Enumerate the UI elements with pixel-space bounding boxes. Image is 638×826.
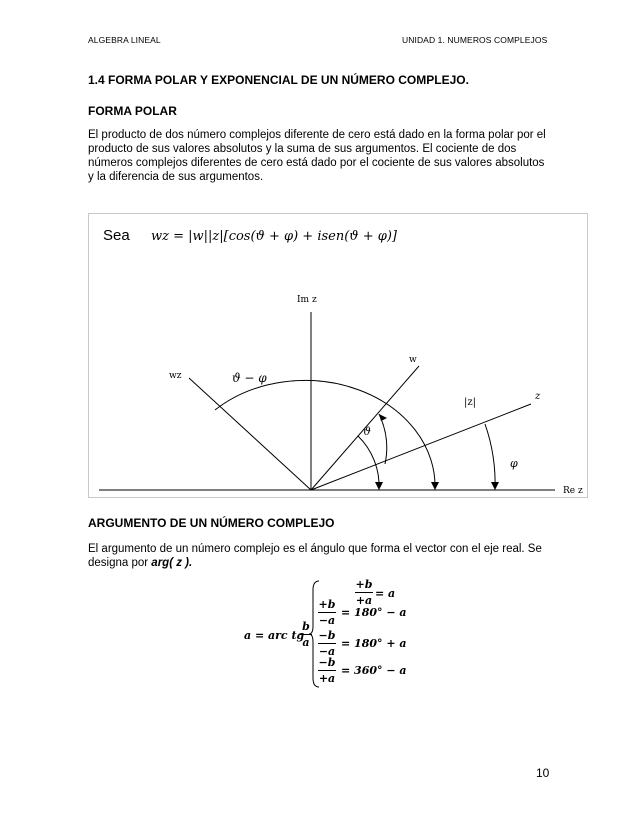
phi-label: φ bbox=[510, 457, 518, 470]
main-fraction-numerator: b bbox=[302, 620, 310, 633]
polar-multiplication-figure bbox=[88, 213, 588, 498]
difference-angle-label: ϑ − φ bbox=[232, 371, 267, 385]
formula-lhs: a = arc tg bbox=[244, 629, 305, 642]
case-4-fraction bbox=[318, 656, 336, 685]
wz-label: wz bbox=[169, 371, 182, 381]
paragraph-line: números complejos diferentes de cero está dado por el cociente de sus valores absolutos bbox=[88, 157, 545, 169]
paragraph-line: El producto de dos número complejos diferente de cero está dado en la forma polar por el bbox=[88, 129, 546, 141]
theta-arrowhead bbox=[379, 414, 387, 421]
modulus-z-label: |z| bbox=[464, 397, 477, 408]
paragraph-line: producto de sus valores absolutos y la suma de sus argumentos. El cociente de dos bbox=[88, 143, 517, 155]
w-label: w bbox=[409, 355, 417, 365]
paragraph-line: y la diferencia de sus argumentos. bbox=[88, 171, 264, 183]
argument-paragraph bbox=[88, 542, 553, 570]
phi-arc bbox=[485, 424, 495, 490]
theta-label: ϑ bbox=[363, 425, 371, 438]
product-formula: wz = |w||z|[cos(ϑ + φ) + isen(ϑ + φ)] bbox=[151, 229, 397, 244]
polar-form-paragraph bbox=[88, 128, 548, 184]
arg-z-emphasis: arg( z ). bbox=[151, 557, 193, 569]
main-fraction-denominator: a bbox=[302, 636, 310, 649]
case-1-numerator: +b bbox=[355, 578, 373, 591]
case-1-denominator: +a bbox=[355, 594, 373, 607]
vector-wz bbox=[189, 378, 311, 490]
argument-line-2 bbox=[88, 556, 553, 570]
subsection-title: FORMA POLAR bbox=[88, 104, 177, 118]
case-4-denominator: +a bbox=[318, 672, 336, 685]
inner-arrowhead bbox=[375, 482, 383, 490]
inner-arc bbox=[358, 436, 379, 490]
sum-angle-arrowhead bbox=[431, 482, 439, 490]
case-3-fraction bbox=[318, 629, 336, 658]
argument-title: ARGUMENTO DE UN NÚMERO COMPLEJO bbox=[88, 516, 335, 530]
z-label: z bbox=[535, 391, 541, 402]
case-2-denominator: −a bbox=[318, 614, 336, 627]
case-2-fraction bbox=[318, 598, 336, 627]
figure-diagram bbox=[89, 214, 587, 497]
case-3-denominator: −a bbox=[318, 645, 336, 658]
case-3-result: = 180° + a bbox=[341, 637, 407, 650]
case-1-result: = a bbox=[375, 587, 396, 600]
sea-label: Sea bbox=[103, 227, 130, 244]
running-header-left: ALGEBRA LINEAL bbox=[88, 35, 161, 45]
phi-arrowhead bbox=[491, 482, 499, 490]
page-number: 10 bbox=[536, 766, 550, 780]
case-3-numerator: −b bbox=[318, 629, 336, 642]
imaginary-axis-label: Im z bbox=[297, 295, 317, 305]
theta-arc bbox=[379, 414, 387, 464]
case-2-numerator: +b bbox=[318, 598, 336, 611]
case-1-fraction bbox=[355, 578, 373, 607]
argument-line-1: El argumento de un número complejo es el ángulo que forma el vector con el eje real. Se bbox=[88, 543, 542, 555]
case-4-result: = 360° − a bbox=[341, 664, 407, 677]
argument-line-2-prefix: designa por bbox=[88, 557, 152, 569]
case-4-numerator: −b bbox=[318, 656, 336, 669]
section-title: 1.4 FORMA POLAR Y EXPONENCIAL DE UN NÚMERO COMPLEJO. bbox=[88, 73, 469, 87]
vector-z bbox=[311, 404, 531, 490]
real-axis-label: Re z bbox=[563, 486, 583, 496]
case-2-result: = 180° − a bbox=[341, 606, 407, 619]
running-header-right: UNIDAD 1. NUMEROS COMPLEJOS bbox=[402, 35, 548, 45]
